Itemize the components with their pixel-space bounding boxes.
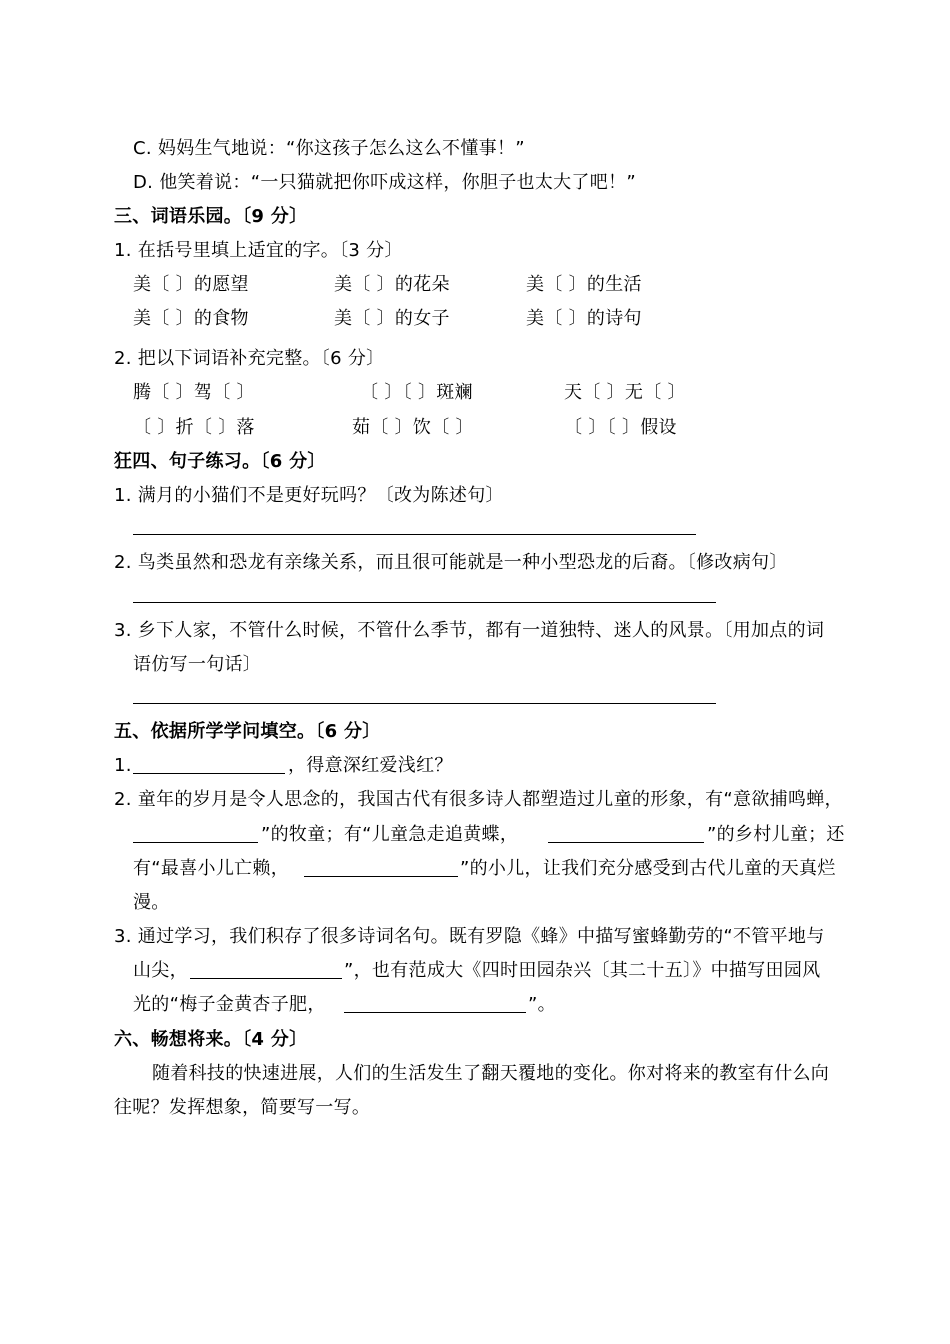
idiom-item: 腾〔 〕驾〔 〕 xyxy=(133,382,255,403)
option-d: D. 他笑着说：“一只猫就把你吓成这样，你胆子也太大了吧！” xyxy=(133,172,636,193)
answer-line xyxy=(133,534,696,535)
idiom-item: 天〔 〕无〔 〕 xyxy=(564,382,686,403)
section5-q2: 2. 童年的岁月是令人思念的，我国古代有很多诗人都塑造过儿童的形象，有“意欲捕鸣蝉， xyxy=(114,789,843,810)
section4-heading: 狂四、句子练习。〔6 分〕 xyxy=(114,451,326,472)
section4-q3-cont: 语仿写一句话〕 xyxy=(133,654,262,675)
section5-q1-prefix: 1. xyxy=(114,755,132,776)
fill-item: 美〔 〕的食物 xyxy=(133,308,249,329)
section5-q3: 3. 通过学习，我们积存了很多诗词名句。既有罗隐《蜂》中描写蜜蜂勤劳的“不管平地与 xyxy=(114,926,825,947)
section3-q2: 2. 把以下词语补充完整。〔6 分〕 xyxy=(114,348,385,369)
blank-line xyxy=(548,842,704,843)
section3-q1: 1. 在括号里填上适宜的字。〔3 分〕 xyxy=(114,240,403,261)
fill-item: 美〔 〕的愿望 xyxy=(133,274,249,295)
section5-q2-text: ”的乡村儿童；还 xyxy=(707,824,845,845)
idiom-item: 〔 〕〔 〕假设 xyxy=(564,417,677,438)
idiom-item: 〔 〕〔 〕斑斓 xyxy=(360,382,473,403)
section5-q2-text: 漫。 xyxy=(133,892,170,913)
section3-heading: 三、词语乐园。〔9 分〕 xyxy=(114,206,308,227)
section4-q1: 1. 满月的小猫们不是更好玩吗？〔改为陈述句〕 xyxy=(114,485,504,506)
section5-q2-text: ”的小儿，让我们充分感受到古代儿童的天真烂 xyxy=(460,858,836,879)
answer-line xyxy=(133,602,716,603)
fill-item: 美〔 〕的生活 xyxy=(526,274,642,295)
section5-q1-suffix: ，得意深红爱浅红？ xyxy=(288,755,453,776)
section5-heading: 五、依据所学学问填空。〔6 分〕 xyxy=(114,721,381,742)
section5-q2-text: ”的牧童；有“儿童急走追黄蝶， xyxy=(261,824,519,845)
blank-line xyxy=(344,1012,526,1013)
section5-q3-text: 山尖， xyxy=(133,960,188,981)
section6-heading: 六、畅想将来。〔4 分〕 xyxy=(114,1029,308,1050)
idiom-item: 〔 〕折〔 〕落 xyxy=(133,417,255,438)
blank-line xyxy=(133,842,258,843)
section4-q2: 2. 鸟类虽然和恐龙有亲缘关系，而且很可能就是一种小型恐龙的后裔。〔修改病句〕 xyxy=(114,552,788,573)
section5-q3-text: ”，也有范成大《四时田园杂兴〔其二十五〕》中描写田园风 xyxy=(344,960,821,981)
fill-item: 美〔 〕的花朵 xyxy=(334,274,450,295)
blank-line xyxy=(304,876,458,877)
section6-prompt-cont: 往呢？发挥想象，简要写一写。 xyxy=(114,1097,371,1118)
fill-item: 美〔 〕的女子 xyxy=(334,308,450,329)
answer-line xyxy=(133,703,716,704)
blank-line xyxy=(133,773,285,774)
section5-q3-text: ”。 xyxy=(528,994,556,1015)
section5-q2-text: 有“最喜小儿亡赖， xyxy=(133,858,290,879)
blank-line xyxy=(190,978,342,979)
idiom-item: 茹〔 〕饮〔 〕 xyxy=(352,417,474,438)
section5-q3-text: 光的“梅子金黄杏子肥， xyxy=(133,994,326,1015)
section4-q3: 3. 乡下人家，不管什么时候，不管什么季节，都有一道独特、迷人的风景。〔用加点的词 xyxy=(114,620,825,641)
fill-item: 美〔 〕的诗句 xyxy=(526,308,642,329)
option-c: C. 妈妈生气地说：“你这孩子怎么这么不懂事！” xyxy=(133,138,525,159)
section6-prompt: 随着科技的快速进展，人们的生活发生了翻天覆地的变化。你对将来的教室有什么向 xyxy=(152,1063,830,1084)
